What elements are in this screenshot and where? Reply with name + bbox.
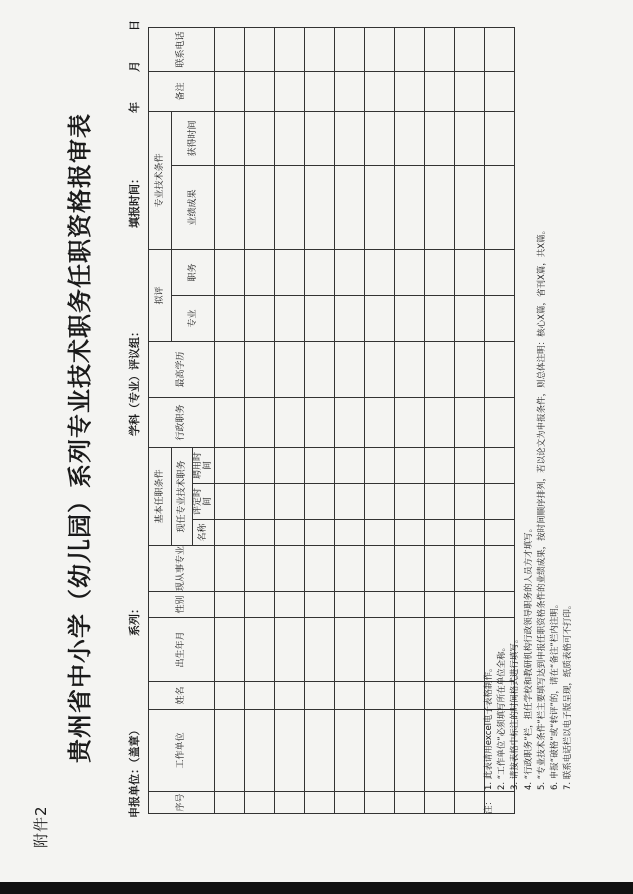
table-cell[interactable] — [244, 341, 274, 397]
table-cell[interactable] — [274, 447, 304, 483]
header-serial: 序号 — [149, 792, 215, 814]
table-cell[interactable] — [334, 447, 364, 483]
header-major: 专业 — [172, 295, 215, 341]
fill-date-label: 填报时间： — [128, 173, 141, 228]
table-cell[interactable] — [244, 520, 274, 546]
table-cell[interactable] — [214, 682, 244, 710]
table-cell[interactable] — [214, 618, 244, 682]
table-cell[interactable] — [364, 592, 394, 618]
table-cell[interactable] — [214, 397, 244, 447]
table-cell[interactable] — [394, 165, 424, 249]
table-cell[interactable] — [394, 484, 424, 520]
note-item: 5. “专业技术条件”栏主要填写达到申报任职资格条件的业绩成果，按时间顺序排列，若以论文为申报条件，则总体注明：核心X篇，省刊X篇，共X篇。 — [536, 225, 547, 790]
table-cell[interactable] — [244, 792, 274, 814]
table-cell[interactable] — [394, 71, 424, 111]
table-cell[interactable] — [274, 249, 304, 295]
table-cell[interactable] — [334, 27, 364, 71]
table-cell[interactable] — [304, 592, 334, 618]
table-cell[interactable] — [334, 111, 364, 165]
table-cell[interactable] — [304, 792, 334, 814]
table-cell[interactable] — [454, 165, 484, 249]
table-cell[interactable] — [394, 520, 424, 546]
table-cell[interactable] — [334, 341, 364, 397]
table-cell[interactable] — [364, 397, 394, 447]
table-cell[interactable] — [424, 546, 454, 592]
table-cell[interactable] — [364, 520, 394, 546]
table-cell[interactable] — [334, 682, 364, 710]
table-cell[interactable] — [334, 397, 364, 447]
table-cell[interactable] — [454, 592, 484, 618]
table-cell[interactable] — [214, 27, 244, 71]
form-title: 贵州省中小学（幼儿园）系列专业技术职务任职资格报审表 — [65, 113, 94, 763]
table-cell[interactable] — [274, 397, 304, 447]
table-cell[interactable] — [244, 249, 274, 295]
table-row — [274, 27, 304, 813]
header-review-time: 评定时间 — [193, 484, 215, 520]
table-cell[interactable] — [214, 710, 244, 792]
table-cell[interactable] — [364, 484, 394, 520]
table-cell[interactable] — [424, 249, 454, 295]
table-row — [364, 27, 394, 813]
table-cell[interactable] — [244, 397, 274, 447]
table-cell[interactable] — [364, 546, 394, 592]
table-cell[interactable] — [424, 484, 454, 520]
table-cell[interactable] — [244, 447, 274, 483]
table-cell[interactable] — [454, 792, 484, 814]
table-cell[interactable] — [274, 341, 304, 397]
table-row — [454, 27, 484, 813]
table-cell[interactable] — [394, 710, 424, 792]
note-item: 2. “工作单位”必须填写所在单位全称。 — [497, 642, 508, 790]
table-cell[interactable] — [454, 546, 484, 592]
table-cell[interactable] — [334, 484, 364, 520]
application-table — [148, 27, 515, 814]
table-cell[interactable] — [334, 520, 364, 546]
table-cell[interactable] — [394, 341, 424, 397]
table-cell[interactable] — [244, 682, 274, 710]
table-cell[interactable] — [364, 447, 394, 483]
table-cell[interactable] — [394, 592, 424, 618]
table-cell[interactable] — [214, 792, 244, 814]
table-row — [244, 27, 274, 813]
table-row — [334, 27, 364, 813]
table-cell[interactable] — [454, 341, 484, 397]
table-cell[interactable] — [214, 592, 244, 618]
table-cell[interactable] — [364, 249, 394, 295]
header-remarks: 备注 — [149, 71, 215, 111]
table-cell[interactable] — [454, 682, 484, 710]
header-current-work: 现从事专业 — [149, 546, 215, 592]
table-cell[interactable] — [394, 111, 424, 165]
table-cell[interactable] — [454, 71, 484, 111]
table-cell[interactable] — [274, 27, 304, 71]
table-cell[interactable] — [214, 165, 244, 249]
table-cell[interactable] — [364, 111, 394, 165]
table-cell[interactable] — [454, 111, 484, 165]
table-cell[interactable] — [244, 295, 274, 341]
table-cell[interactable] — [484, 111, 514, 165]
date-day: 日 — [128, 20, 141, 31]
table-cell[interactable] — [364, 341, 394, 397]
table-cell[interactable] — [364, 618, 394, 682]
table-cell[interactable] — [334, 295, 364, 341]
table-cell[interactable] — [454, 710, 484, 792]
table-cell[interactable] — [274, 682, 304, 710]
table-cell[interactable] — [244, 111, 274, 165]
note-item: 7. 联系电话栏以电子版呈现，纸质表格可不打印。 — [563, 600, 574, 790]
table-cell[interactable] — [274, 111, 304, 165]
table-cell[interactable] — [304, 682, 334, 710]
series-label: 系列： — [128, 603, 141, 636]
header-work-unit: 工作单位 — [149, 710, 215, 792]
table-cell[interactable] — [304, 295, 334, 341]
table-cell[interactable] — [244, 618, 274, 682]
table-cell[interactable] — [274, 520, 304, 546]
table-cell[interactable] — [304, 341, 334, 397]
scanner-edge-bar — [0, 882, 633, 894]
review-group-label: 学科（专业）评议组： — [128, 326, 141, 436]
table-cell[interactable] — [424, 792, 454, 814]
table-cell[interactable] — [244, 546, 274, 592]
table-cell[interactable] — [364, 792, 394, 814]
table-cell[interactable] — [424, 341, 454, 397]
table-cell[interactable] — [364, 71, 394, 111]
table-cell[interactable] — [334, 710, 364, 792]
table-cell[interactable] — [424, 295, 454, 341]
table-cell[interactable] — [214, 447, 244, 483]
header-prof-conditions: 专业技术条件 — [149, 111, 172, 249]
table-cell[interactable] — [394, 295, 424, 341]
table-cell[interactable] — [274, 592, 304, 618]
table-cell[interactable] — [244, 71, 274, 111]
table-row — [394, 27, 424, 813]
notes-block — [483, 226, 575, 814]
form-sheet — [16, 8, 616, 868]
table-cell[interactable] — [244, 484, 274, 520]
table-cell[interactable] — [454, 249, 484, 295]
table-cell[interactable] — [274, 792, 304, 814]
table-cell[interactable] — [274, 71, 304, 111]
note-item: 4. “行政职务”栏，担任学校和教研机构行政领导职务的人员方才填写。 — [523, 523, 534, 790]
table-cell[interactable] — [454, 618, 484, 682]
table-cell[interactable] — [364, 165, 394, 249]
header-post: 职务 — [172, 249, 215, 295]
table-row — [304, 27, 334, 813]
table-cell[interactable] — [274, 165, 304, 249]
table-cell[interactable] — [334, 546, 364, 592]
header-name: 姓名 — [149, 682, 215, 710]
table-row — [214, 27, 244, 813]
table-cell[interactable] — [304, 249, 334, 295]
table-cell[interactable] — [364, 710, 394, 792]
table-cell[interactable] — [334, 249, 364, 295]
table-cell[interactable] — [424, 397, 454, 447]
table-cell[interactable] — [394, 618, 424, 682]
date-year: 年 — [128, 102, 141, 113]
table-cell[interactable] — [454, 447, 484, 483]
table-cell[interactable] — [304, 447, 334, 483]
table-cell[interactable] — [454, 397, 484, 447]
note-item: 3. 请按表格中标注的时间格式进行填写。 — [510, 634, 521, 790]
table-cell[interactable] — [214, 71, 244, 111]
table-cell[interactable] — [394, 546, 424, 592]
notes-lead: 注： — [484, 796, 494, 814]
table-cell[interactable] — [334, 592, 364, 618]
table-cell[interactable] — [424, 618, 454, 682]
header-birth: 出生年月 — [149, 618, 215, 682]
table-cell[interactable] — [454, 484, 484, 520]
table-cell[interactable] — [334, 618, 364, 682]
header-gender: 性别 — [149, 592, 215, 618]
table-cell[interactable] — [304, 71, 334, 111]
note-item: 注：1. 此表请用excel电子表格制作。 — [483, 226, 496, 814]
table-cell[interactable] — [244, 710, 274, 792]
table-cell[interactable] — [334, 792, 364, 814]
table-cell[interactable] — [304, 710, 334, 792]
table-body — [214, 27, 514, 813]
header-hire-time: 聘用时间 — [193, 447, 215, 483]
table-cell[interactable] — [244, 592, 274, 618]
table-cell[interactable] — [394, 249, 424, 295]
table-cell[interactable] — [424, 682, 454, 710]
table-cell[interactable] — [304, 397, 334, 447]
header-achievements: 业绩成果 — [172, 165, 215, 249]
table-cell[interactable] — [304, 165, 334, 249]
date-month: 月 — [128, 61, 141, 72]
table-cell[interactable] — [214, 520, 244, 546]
header-applying: 拟评 — [149, 249, 172, 341]
table-cell[interactable] — [484, 27, 514, 71]
table-cell[interactable] — [274, 618, 304, 682]
table-cell[interactable] — [364, 295, 394, 341]
table-cell[interactable] — [214, 484, 244, 520]
table-cell[interactable] — [394, 397, 424, 447]
table-cell[interactable] — [424, 111, 454, 165]
table-cell[interactable] — [364, 682, 394, 710]
header-award-time: 获得时间 — [172, 111, 215, 165]
table-cell[interactable] — [424, 165, 454, 249]
table-cell[interactable] — [424, 71, 454, 111]
unit-label: 申报单位：（盖章） — [128, 724, 141, 818]
header-highest-edu: 最高学历 — [149, 341, 215, 397]
table-cell[interactable] — [454, 295, 484, 341]
table-row — [424, 27, 454, 813]
table-cell[interactable] — [484, 71, 514, 111]
table-cell[interactable] — [424, 27, 454, 71]
table-cell[interactable] — [394, 27, 424, 71]
table-cell[interactable] — [214, 546, 244, 592]
table-cell[interactable] — [244, 165, 274, 249]
table-cell[interactable] — [364, 27, 394, 71]
table-cell[interactable] — [424, 592, 454, 618]
table-cell[interactable] — [454, 27, 484, 71]
table-cell[interactable] — [304, 111, 334, 165]
header-title-name: 名称 — [193, 520, 215, 546]
table-cell[interactable] — [214, 341, 244, 397]
table-cell[interactable] — [394, 682, 424, 710]
note-item: 6. 申报“破格”或“转评”的，请在“备注”栏内注明。 — [550, 599, 561, 790]
fill-date — [126, 20, 142, 228]
header-basic-conditions: 基本任职条件 — [149, 447, 172, 545]
table-cell[interactable] — [424, 447, 454, 483]
table-cell[interactable] — [214, 249, 244, 295]
table-cell[interactable] — [274, 546, 304, 592]
table-cell[interactable] — [304, 27, 334, 71]
header-admin-post: 行政职务 — [149, 397, 215, 447]
table-cell[interactable] — [214, 295, 244, 341]
table-cell[interactable] — [394, 792, 424, 814]
table-cell[interactable] — [214, 111, 244, 165]
table-cell[interactable] — [274, 484, 304, 520]
table-cell[interactable] — [304, 484, 334, 520]
attachment-label: 附件2 — [32, 805, 50, 848]
table-cell[interactable] — [274, 710, 304, 792]
table-cell[interactable] — [244, 27, 274, 71]
table-cell[interactable] — [304, 618, 334, 682]
table-cell[interactable] — [424, 710, 454, 792]
table-cell[interactable] — [304, 546, 334, 592]
header-phone: 联系电话 — [149, 27, 215, 71]
table-cell[interactable] — [454, 520, 484, 546]
table-cell[interactable] — [274, 295, 304, 341]
table-cell[interactable] — [334, 71, 364, 111]
header-current-prof-title: 现任专业技术职务 — [172, 447, 193, 545]
table-cell[interactable] — [334, 165, 364, 249]
table-cell[interactable] — [424, 520, 454, 546]
table-cell[interactable] — [394, 447, 424, 483]
table-cell[interactable] — [304, 520, 334, 546]
